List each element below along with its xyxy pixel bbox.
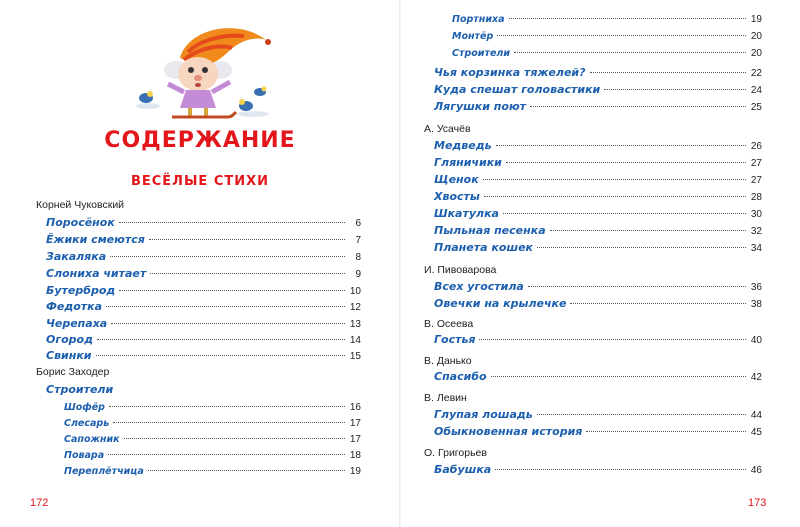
leader-dots [570,302,746,304]
entry-title: Слесарь [64,418,110,429]
leader-dots [479,338,746,340]
entry-page: 6 [355,218,361,229]
leader-dots [148,469,345,471]
leader-dots [113,421,345,423]
entry-page: 19 [349,466,361,477]
entry-title: Бабушка [434,463,492,476]
entry-page: 28 [750,192,762,203]
entry-title: Овечки на крылечке [434,297,567,310]
entry-page: 40 [750,335,762,346]
entry-page: 36 [750,282,762,293]
toc-entry[interactable] [64,434,361,445]
entry-title: Гостья [434,333,476,346]
entry-page: 22 [750,68,762,79]
toc-entry[interactable] [452,48,762,59]
toc-entry[interactable] [434,408,762,421]
page-number: 172 [30,497,49,509]
entry-title: Поросёнок [46,216,115,229]
leader-dots [604,88,746,90]
toc-entry[interactable] [452,31,762,42]
toc-entry[interactable] [46,317,361,330]
entry-title: Глупая лошадь [434,408,533,421]
toc-heading[interactable] [46,383,113,396]
entry-page: 18 [349,450,361,461]
toc-entry[interactable] [434,241,762,254]
entry-page: 12 [349,302,361,313]
entry-page: 25 [750,102,762,113]
leader-dots [110,255,345,257]
entry-page: 16 [349,402,361,413]
leader-dots [586,430,746,432]
author-name: О. Григорьев [424,447,487,459]
author-name: И. Пивоварова [424,264,497,276]
author-name: В. Левин [424,392,467,404]
toc-entry[interactable] [434,66,762,79]
entry-title: Строители [46,383,114,396]
entry-title: Бутерброд [46,284,116,297]
toc-entry[interactable] [434,425,762,438]
leader-dots [96,354,345,356]
leader-dots [530,105,746,107]
toc-entry[interactable] [64,466,361,477]
toc-entry[interactable] [434,156,762,169]
entry-title: Сапожник [64,434,120,445]
leader-dots [537,413,746,415]
leader-dots [495,468,746,470]
entry-page: 44 [750,410,762,421]
entry-page: 8 [355,252,361,263]
leader-dots [124,437,345,439]
entry-title: Гляничики [434,156,502,169]
toc-entry[interactable] [46,284,361,297]
entry-page: 46 [750,465,762,476]
entry-title: Хвосты [434,190,480,203]
entry-title: Всех угостила [434,280,524,293]
leader-dots [109,405,345,407]
entry-page: 10 [349,286,361,297]
entry-title: Повара [64,450,105,461]
entry-title: Медведь [434,139,492,152]
right-page [400,0,800,527]
entry-title: Свинки [46,349,92,362]
entry-page: 15 [349,351,361,362]
entry-page: 27 [750,175,762,186]
entry-page: 17 [349,418,361,429]
entry-page: 30 [750,209,762,220]
entry-title: Куда спешат головастики [434,83,601,96]
entry-title: Переплётчица [64,466,144,477]
leader-dots [537,246,746,248]
leader-dots [497,34,746,36]
leader-dots [119,221,345,223]
entry-page: 9 [355,269,361,280]
entry-title: Шофёр [64,402,105,413]
entry-page: 24 [750,85,762,96]
toc-entry[interactable] [434,100,762,113]
entry-title: Слониха читает [46,267,147,280]
toc-entry[interactable] [434,463,762,476]
leader-dots [97,338,345,340]
toc-entry[interactable] [46,233,361,246]
toc-entry[interactable] [452,14,762,25]
entry-title: Пыльная песенка [434,224,546,237]
page-number: 173 [748,497,767,509]
leader-dots [111,322,345,324]
entry-page: 20 [750,48,762,59]
entry-title: Щенок [434,173,479,186]
leader-dots [106,305,345,307]
author-name: В. Осеева [424,318,474,330]
toc-entry[interactable] [64,402,361,413]
leader-dots [503,212,746,214]
entry-title: Огород [46,333,93,346]
leader-dots [550,229,746,231]
toc-entry[interactable] [46,349,361,362]
section-title: ВЕСЁЛЫЕ СТИХИ [130,174,270,189]
leader-dots [150,272,345,274]
author-name: В. Данько [424,355,472,367]
entry-page: 26 [750,141,762,152]
gnome-on-skis-illustration [128,18,278,126]
page-title: СОДЕРЖАНИЕ [104,128,296,153]
toc-entry[interactable] [434,207,762,220]
entry-title: Шкатулка [434,207,499,220]
entry-page: 20 [750,31,762,42]
leader-dots [491,375,746,377]
leader-dots [149,238,345,240]
toc-entry[interactable] [46,250,361,263]
toc-entry[interactable] [46,267,361,280]
entry-page: 7 [355,235,361,246]
leader-dots [528,285,746,287]
leader-dots [509,17,746,19]
entry-title: Строители [452,48,511,59]
leader-dots [514,51,746,53]
toc-entry[interactable] [434,280,762,293]
leader-dots [108,453,345,455]
leader-dots [119,289,345,291]
entry-page: 34 [750,243,762,254]
toc-entry[interactable] [434,83,762,96]
entry-title: Закаляка [46,250,107,263]
leader-dots [483,178,746,180]
entry-page: 42 [750,372,762,383]
entry-title: Обыкновенная история [434,425,583,438]
toc-entry[interactable] [434,333,762,346]
entry-page: 38 [750,299,762,310]
toc-entry[interactable] [434,190,762,203]
entry-page: 27 [750,158,762,169]
leader-dots [506,161,746,163]
entry-title: Чья корзинка тяжелей? [434,66,586,79]
author-name: Борис Заходер [36,366,110,378]
toc-entry[interactable] [46,216,361,229]
entry-title: Спасибо [434,370,487,383]
entry-title: Портниха [452,14,505,25]
toc-entry[interactable] [434,297,762,310]
entry-page: 45 [750,427,762,438]
leader-dots [484,195,746,197]
toc-entry[interactable] [434,139,762,152]
toc-entry[interactable] [434,224,762,237]
toc-entry[interactable] [64,450,361,461]
entry-title: Ёжики смеются [46,233,145,246]
toc-entry[interactable] [46,333,361,346]
author-name: Корней Чуковский [36,199,125,211]
toc-entry[interactable] [434,173,762,186]
toc-entry[interactable] [46,300,361,313]
leader-dots [590,71,746,73]
entry-title: Черепаха [46,317,108,330]
entry-title: Федотка [46,300,103,313]
leader-dots [496,144,746,146]
toc-entry[interactable] [64,418,361,429]
entry-title: Лягушки поют [434,100,527,113]
entry-page: 17 [349,434,361,445]
entry-page: 19 [750,14,762,25]
toc-entry[interactable] [434,370,762,383]
entry-page: 14 [349,335,361,346]
entry-page: 32 [750,226,762,237]
entry-page: 13 [349,319,361,330]
entry-title: Планета кошек [434,241,534,254]
author-name: А. Усачёв [424,123,471,135]
entry-title: Монтёр [452,31,494,42]
